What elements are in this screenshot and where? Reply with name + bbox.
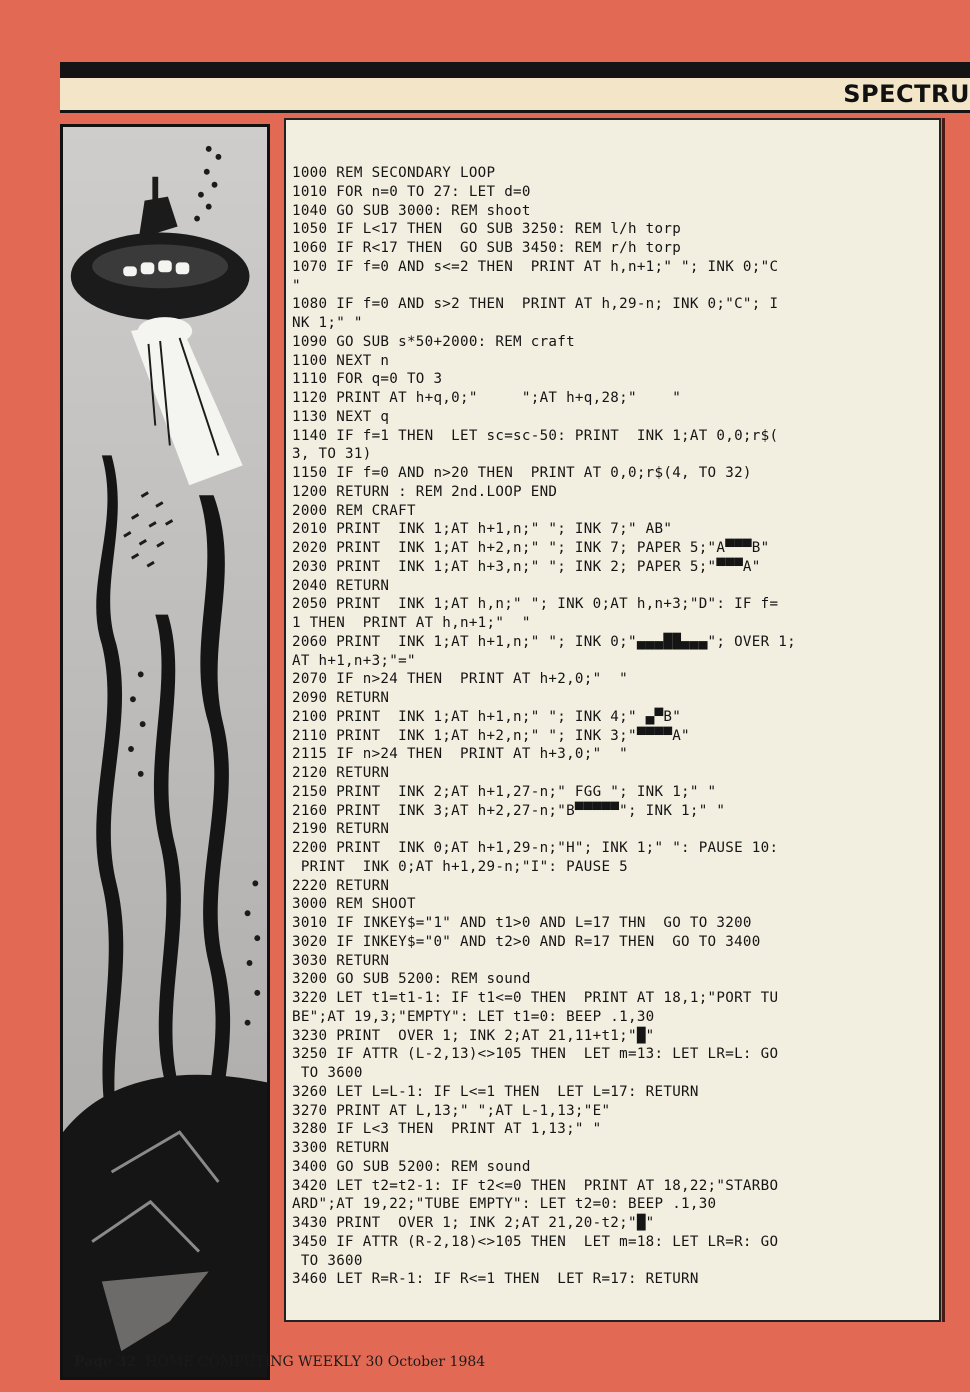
code-line: 1070 IF f=0 AND s<=2 THEN PRINT AT h,n+1;" "; INK 0;"C xyxy=(292,258,779,275)
code-line: NK 1;" " xyxy=(292,315,363,331)
code-line: ARD";AT 19,22;"TUBE EMPTY": LET t2=0: BEEP .1,30 xyxy=(292,1196,717,1213)
code-line: 1010 FOR n=0 TO 27: LET d=0 xyxy=(292,183,531,200)
code-line: 1080 IF f=0 AND s>2 THEN PRINT AT h,29-n; INK 0;"C"; I xyxy=(292,296,779,313)
code-line: 3430 PRINT OVER 1; INK 2;AT 21,20-t2;"█" xyxy=(292,1215,655,1231)
code-line: 2050 PRINT INK 1;AT h,n;" "; INK 0;AT h,n+3;"D": IF f= xyxy=(292,596,779,613)
code-line: 1050 IF L<17 THEN GO SUB 3250: REM l/h torp xyxy=(292,221,682,238)
code-line: 2100 PRINT INK 1;AT h+1,n;" "; INK 4;" ▄▀B" xyxy=(292,708,682,725)
code-line: PRINT INK 0;AT h+1,29-n;"I": PAUSE 5 xyxy=(292,858,628,875)
code-line: 3260 LET L=L-1: IF L<=1 THEN LET L=17: RETURN xyxy=(292,1083,699,1100)
code-line: 1040 GO SUB 3000: REM shoot xyxy=(292,202,531,219)
page-number: Page 32 xyxy=(74,1354,137,1370)
code-line: 3020 IF INKEY$="0" AND t2>0 AND R=17 THEN GO TO 3400 xyxy=(292,933,761,950)
code-line: 2160 PRINT INK 3;AT h+2,27-n;"B▀▀▀▀▀"; INK 1;" " xyxy=(292,802,726,819)
code-line: 2090 RETURN xyxy=(292,690,390,706)
header-bar xyxy=(60,62,970,78)
code-line: 2060 PRINT INK 1;AT h+1,n;" "; INK 0;"▄▄▄██▄▄▄"; OVER 1; xyxy=(292,633,796,650)
code-line: 3400 GO SUB 5200: REM sound xyxy=(292,1158,531,1175)
saucer-and-kelp-illustration xyxy=(63,127,267,1377)
code-line: 1090 GO SUB s*50+2000: REM craft xyxy=(292,333,575,350)
section-title: SPECTRU xyxy=(843,80,970,108)
code-line: 2220 RETURN xyxy=(292,877,390,894)
code-line: 3220 LET t1=t1-1: IF t1<=0 THEN PRINT AT 18,1;"PORT TU xyxy=(292,990,779,1006)
code-line: 2010 PRINT INK 1;AT h+1,n;" "; INK 7;" AB" xyxy=(292,521,673,538)
basic-program-listing xyxy=(292,164,932,1289)
code-line: 2120 RETURN xyxy=(292,765,390,781)
code-line: 2200 PRINT INK 0;AT h+1,29-n;"H"; INK 1;" ": PAUSE 10: xyxy=(292,840,779,856)
code-line: 3250 IF ATTR (L-2,13)<>105 THEN LET m=13: LET LR=L: GO xyxy=(292,1046,779,1063)
code-line: 1200 RETURN : REM 2nd.LOOP END xyxy=(292,483,558,500)
code-line: 3420 LET t2=t2-1: IF t2<=0 THEN PRINT AT 18,22;"STARBO xyxy=(292,1177,779,1194)
code-line: 3270 PRINT AT L,13;" ";AT L-1,13;"E" xyxy=(292,1102,611,1119)
code-line: 1000 REM SECONDARY LOOP xyxy=(292,165,496,181)
code-line: 2110 PRINT INK 1;AT h+2,n;" "; INK 3;"▀▀▀▀A" xyxy=(292,727,690,744)
header-strip xyxy=(60,78,970,113)
publication-line: HOME COMPUTING WEEKLY 30 October 1984 xyxy=(145,1354,486,1370)
panel-rule xyxy=(942,118,945,1322)
code-line: 2040 RETURN xyxy=(292,577,390,594)
code-line: " xyxy=(292,277,301,294)
code-line: TO 3600 xyxy=(292,1065,363,1081)
code-line: 1060 IF R<17 THEN GO SUB 3450: REM r/h torp xyxy=(292,240,682,256)
code-line: 1120 PRINT AT h+q,0;" ";AT h+q,28;" " xyxy=(292,390,682,406)
code-line: 3200 GO SUB 5200: REM sound xyxy=(292,971,531,988)
illustration-panel xyxy=(60,124,270,1380)
code-line: 2020 PRINT INK 1;AT h+2,n;" "; INK 7; PAPER 5;"A▀▀▀B" xyxy=(292,540,770,556)
code-line: TO 3600 xyxy=(292,1252,363,1269)
code-line: AT h+1,n+3;"=" xyxy=(292,652,416,669)
code-line: 3030 RETURN xyxy=(292,952,390,969)
code-line: 2000 REM CRAFT xyxy=(292,502,416,519)
code-line: 2190 RETURN xyxy=(292,821,390,838)
code-line: 3000 REM SHOOT xyxy=(292,896,416,913)
code-line: 2150 PRINT INK 2;AT h+1,27-n;" FGG "; INK 1;" " xyxy=(292,783,717,800)
code-line: 3, TO 31) xyxy=(292,446,372,463)
code-line: 3300 RETURN xyxy=(292,1140,390,1156)
code-line: 1130 NEXT q xyxy=(292,408,390,425)
code-line: 1100 NEXT n xyxy=(292,352,390,369)
code-line: 2115 IF n>24 THEN PRINT AT h+3,0;" " xyxy=(292,746,628,763)
code-line: 3460 LET R=R-1: IF R<=1 THEN LET R=17: RETURN xyxy=(292,1271,699,1288)
code-line: 2030 PRINT INK 1;AT h+3,n;" "; INK 2; PAPER 5;"▀▀▀A" xyxy=(292,558,761,575)
code-line: 3230 PRINT OVER 1; INK 2;AT 21,11+t1;"█" xyxy=(292,1027,655,1044)
code-line: 1140 IF f=1 THEN LET sc=sc-50: PRINT INK 1;AT 0,0;r$( xyxy=(292,427,779,444)
code-line: 3010 IF INKEY$="1" AND t1>0 AND L=17 THN GO TO 3200 xyxy=(292,915,752,931)
code-line: 3450 IF ATTR (R-2,18)<>105 THEN LET m=18: LET LR=R: GO xyxy=(292,1233,779,1250)
page-footer xyxy=(74,1354,485,1370)
code-line: 1 THEN PRINT AT h,n+1;" " xyxy=(292,615,531,631)
code-line: 1150 IF f=0 AND n>20 THEN PRINT AT 0,0;r$(4, TO 32) xyxy=(292,465,752,481)
code-line: 2070 IF n>24 THEN PRINT AT h+2,0;" " xyxy=(292,671,628,688)
code-line: 3280 IF L<3 THEN PRINT AT 1,13;" " xyxy=(292,1121,602,1138)
code-line: 1110 FOR q=0 TO 3 xyxy=(292,371,443,388)
code-line: BE";AT 19,3;"EMPTY": LET t1=0: BEEP .1,30 xyxy=(292,1008,655,1025)
